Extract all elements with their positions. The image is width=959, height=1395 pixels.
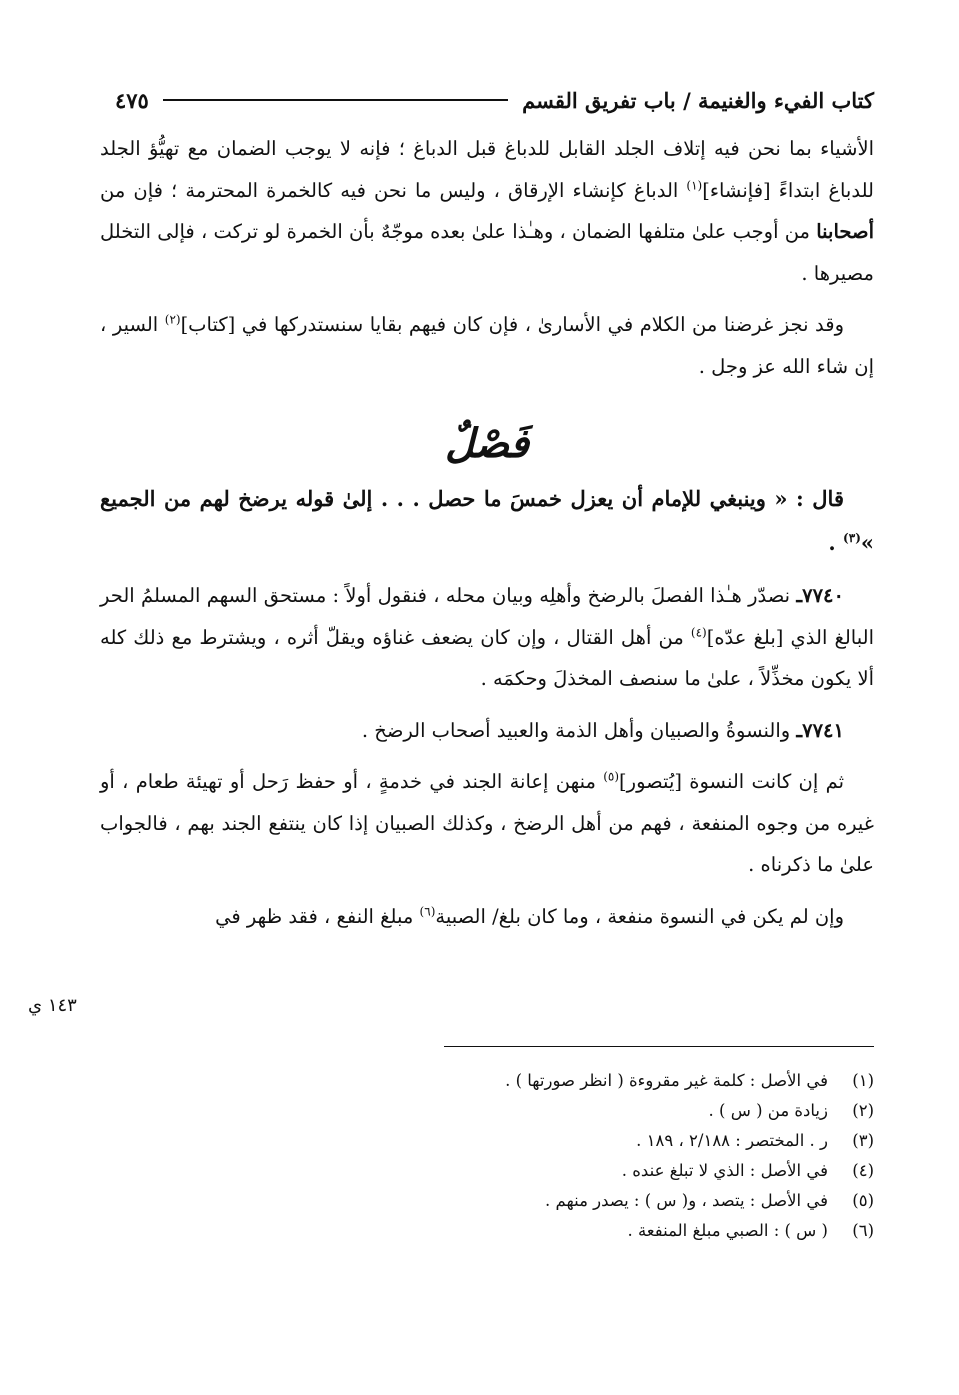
manuscript-margin-note: ١٤٣ ي <box>28 995 77 1016</box>
footnote-ref-4: (٤) <box>690 625 707 639</box>
footnote-ref-6: (٦) <box>419 904 436 918</box>
page-number: ٤٧٥ <box>115 87 149 113</box>
paragraph-1: الأشياء بما نحن فيه إتلاف الجلد القابل للدباغ قبل الدباغ ؛ فإنه لا يوجب الضمان مع تهيُّؤ الجلد للدباغ ابتداءً [فإنشاء]$^{(١)}$ الدباغ كإنشاء الإرقاق ، وليس ما نحن فيه كالخمرة المحترمة ؛ فإن من أصحابنا من أوجب علىٰ متلفها الضمان ، وهـٰذا علىٰ بعده موجّهٌ بأن الخمرة لو تركت ، فإلى التخلل مصيرها . <box>100 137 874 285</box>
paragraph-number: ٧٧٤١ـ <box>796 718 844 742</box>
running-header <box>115 84 874 116</box>
paragraph-7740: ٧٧٤٠ـ نصدّر هـٰذا الفصلَ بالرضخ وأهلِه وبيان محله ، فنقول أولاً : مستحق السهم المسلمُ الحر البالغ الذي [بلغ عدّه]$^{(٤)}$ من أهل القتال ، وإن كان يضعف غناؤه ويقلّ أثره ، ويشترط مع ذلك كله ألا يكون مخذِّلاً ، علىٰ ما سنصف المخذلَ وحكمَه . <box>100 584 874 690</box>
paragraph-number: ٧٧٤٠ـ <box>796 584 844 607</box>
footnote: (٤) في الأصل : الذي لا تبلغ عنده . <box>621 1161 874 1180</box>
bold-term: أصحابنا <box>816 220 874 243</box>
paragraph-3: ثم إن كانت النسوة [يُتصور]$^{(٥)}$ منهن إعانة الجند في خدمةٍ ، أو حفظ رَحل أو تهيئة طعام ، أو غيره من وجوه المنفعة ، فهم من أهل الرضخ ، وكذلك الصبيان إذا كان ينتفع الجند بهم ، فالجواب علىٰ ما ذكرناه . <box>100 769 874 876</box>
quoted-text: قال : « وينبغي للإمام أن يعزل خمسَ ما حصل . . . إلىٰ قوله يرضخ لهم من الجميع »$^{(٣)}$ . <box>100 486 874 555</box>
footnote: (٦) ( س ) : الصبي مبلغ المنفعة . <box>627 1221 874 1240</box>
footnote: (٢) زيادة من ( س ) . <box>708 1101 874 1120</box>
paragraph-2: وقد نجز غرضنا من الكلام في الأسارىٰ ، فإن كان فيهم بقايا سنستدركها في [كتاب]$^{(٢)}$ السير ، إن شاء الله عز وجل . <box>100 312 874 378</box>
footnote-ref-3: (٣) <box>843 531 861 545</box>
main-text <box>100 128 874 937</box>
header-title: كتاب الفيء والغنيمة / باب تفريق القسم <box>522 87 874 113</box>
footnote-separator <box>444 1046 874 1047</box>
footnote: (٥) في الأصل : يتصد ، و( س ) : يصدر منهم . <box>545 1191 874 1210</box>
paragraph-4: وإن لم يكن في النسوة منفعة ، وما كان بلغ/ الصبية$^{(٦)}$ مبلغ النفع ، فقد ظهر في <box>215 904 844 928</box>
footnote: (٣) ر . المختصر : ٢/١٨٨ ، ١٨٩ . <box>636 1131 874 1150</box>
footnote-ref-5: (٥) <box>603 769 620 784</box>
footnotes <box>174 1066 874 1246</box>
paragraph-7741: ٧٧٤١ـ والنسوةُ والصبيان وأهل الذمة والعبيد أصحاب الرضخ . <box>361 718 844 742</box>
footnote: (١) في الأصل : كلمة غير مقروءة ( انظر صورتها ) . <box>505 1071 874 1090</box>
section-heading-ornament: فَصْلٌ <box>444 420 530 467</box>
footnote-ref-2: (٢) <box>164 312 181 327</box>
footnote-ref-1: (١) <box>686 178 703 192</box>
header-rule <box>163 99 508 101</box>
